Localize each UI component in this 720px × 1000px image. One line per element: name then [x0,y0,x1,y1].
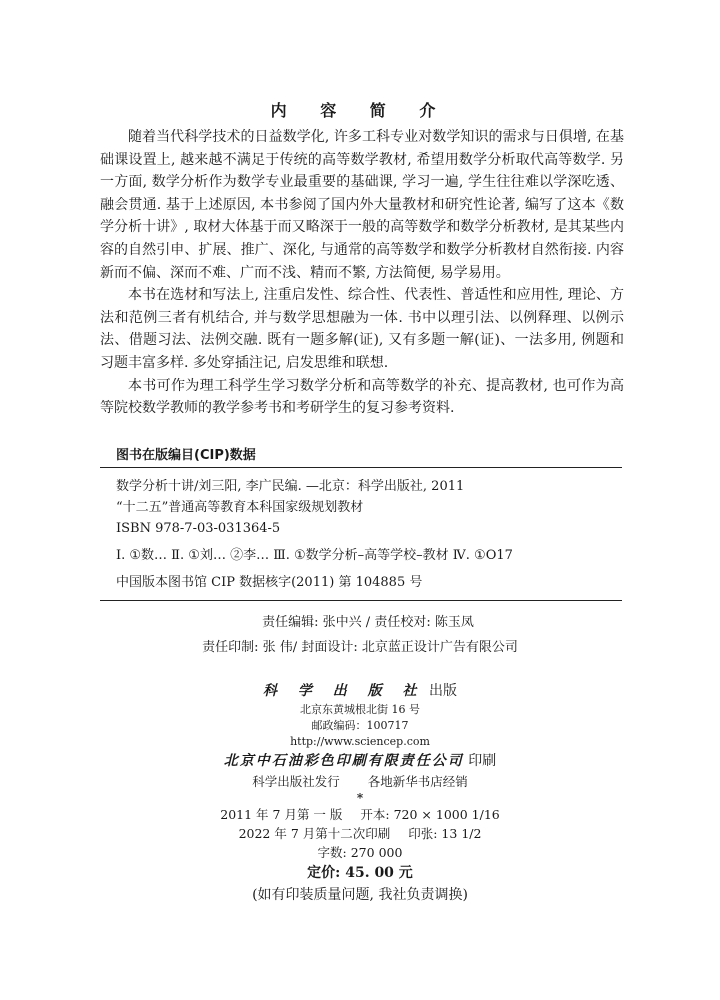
separator-star: * [356,791,364,805]
printing-date: 2022 年 7 月第十二次印刷 [238,826,391,841]
publisher-name: 科 学 出 版 社 [263,683,425,699]
printer-name: 北京中石油彩色印刷有限责任公司 [223,753,464,769]
intro-paragraph-3: 本书可作为理工科学生学习数学分析和高等数学的补充、提高教材, 也可作为高等院校数学教师的教学参考书和考研学生的复习参考资料. [100,377,624,417]
cip-line-record-number: 中国版本图书馆 CIP 数据核字(2011) 第 104885 号 [116,575,423,590]
cip-line-isbn: ISBN 978-7-03-031364-5 [116,521,281,536]
intro-paragraph-1: 随着当代科学技术的日益数学化, 许多工科专业对数学知识的需求与日俱增, 在基础课设置上, 越来越不满足于传统的高等数学教材, 希望用数学分析取代高等数学. 另一方面, 数学分析作为数学专业最重要的基础课, 学习一遍, 学生往往难以学深吃透、融会贯通. 基于上述原因, 本书参阅了国内外大量教材和研究性论著, 编写了这本《数学分析十讲》, 取材大体基于而又略深于一般的高等数学和数学分析教材, 是其某些内容的自然引申、扩展、推广、深化, 与通常的高等数学和数学分析教材自然衔接. 内容新而不偏、深而不难、广而不浅、精而不繁, 方法简便, 易学易用。 [100,129,624,281]
cip-line-classification: Ⅰ. ①数… Ⅱ. ①刘… ②李… Ⅲ. ①数学分析–高等学校–教材 Ⅳ. ①O17 [116,548,513,563]
publisher-block [0,680,720,906]
format-size: 开本: 720 × 1000 1/16 [360,807,500,822]
quality-notice: (如有印装质量问题, 我社负责调换) [252,887,468,903]
printing-cover-design-line: 责任印制: 张 伟/ 封面设计: 北京蓝正设计广告有限公司 [202,640,518,655]
publisher-address: 北京东黄城根北街 16 号 [300,703,420,716]
printing-line [0,824,720,843]
cip-bottom-rule [100,600,622,601]
cip-heading: 图书在版编目(CIP)数据 [116,448,256,463]
distribution-publisher: 科学出版社发行 [252,774,340,789]
cip-line-title: 数学分析十讲/刘三阳, 李广民编. —北京：科学出版社, 2011 [116,479,465,494]
publisher-postcode: 邮政编码：100717 [311,719,409,732]
publisher-suffix: 出版 [428,683,457,699]
printed-sheets: 印张: 13 1/2 [408,826,482,841]
edition-date: 2011 年 7 月第 一 版 [220,807,343,822]
word-count: 字数: 270 000 [317,845,403,860]
printer-line [0,750,720,772]
edition-line [0,805,720,824]
cip-line-series: “十二五”普通高等教育本科国家级规划教材 [116,500,364,515]
editor-proofreader-line: 责任编辑: 张中兴 / 责任校对: 陈玉凤 [262,615,474,630]
cip-top-rule [100,467,622,468]
intro-paragraph-2: 本书在选材和写法上, 注重启发性、综合性、代表性、普适性和应用性, 理论、方法和范例三者有机结合, 并与数学思想融为一体. 书中以理引法、以例释理、以例示法、借题习法、法例交融. 既有一题多解(证), 又有多题一解(证)、一法多用, 例题和习题丰富多样. 多处穿插注记, 启发思维和联想. [100,287,624,371]
distribution-seller: 各地新华书店经销 [367,774,468,789]
distribution-line [0,772,720,791]
intro-section [100,126,624,420]
publisher-line [0,680,720,702]
publisher-url: http://www.sciencep.com [290,735,430,748]
printer-suffix: 印刷 [468,753,497,769]
cip-block [116,476,622,593]
page-title: 内 容 简 介 [270,101,450,120]
price: 定价: 45. 00 元 [307,865,413,881]
